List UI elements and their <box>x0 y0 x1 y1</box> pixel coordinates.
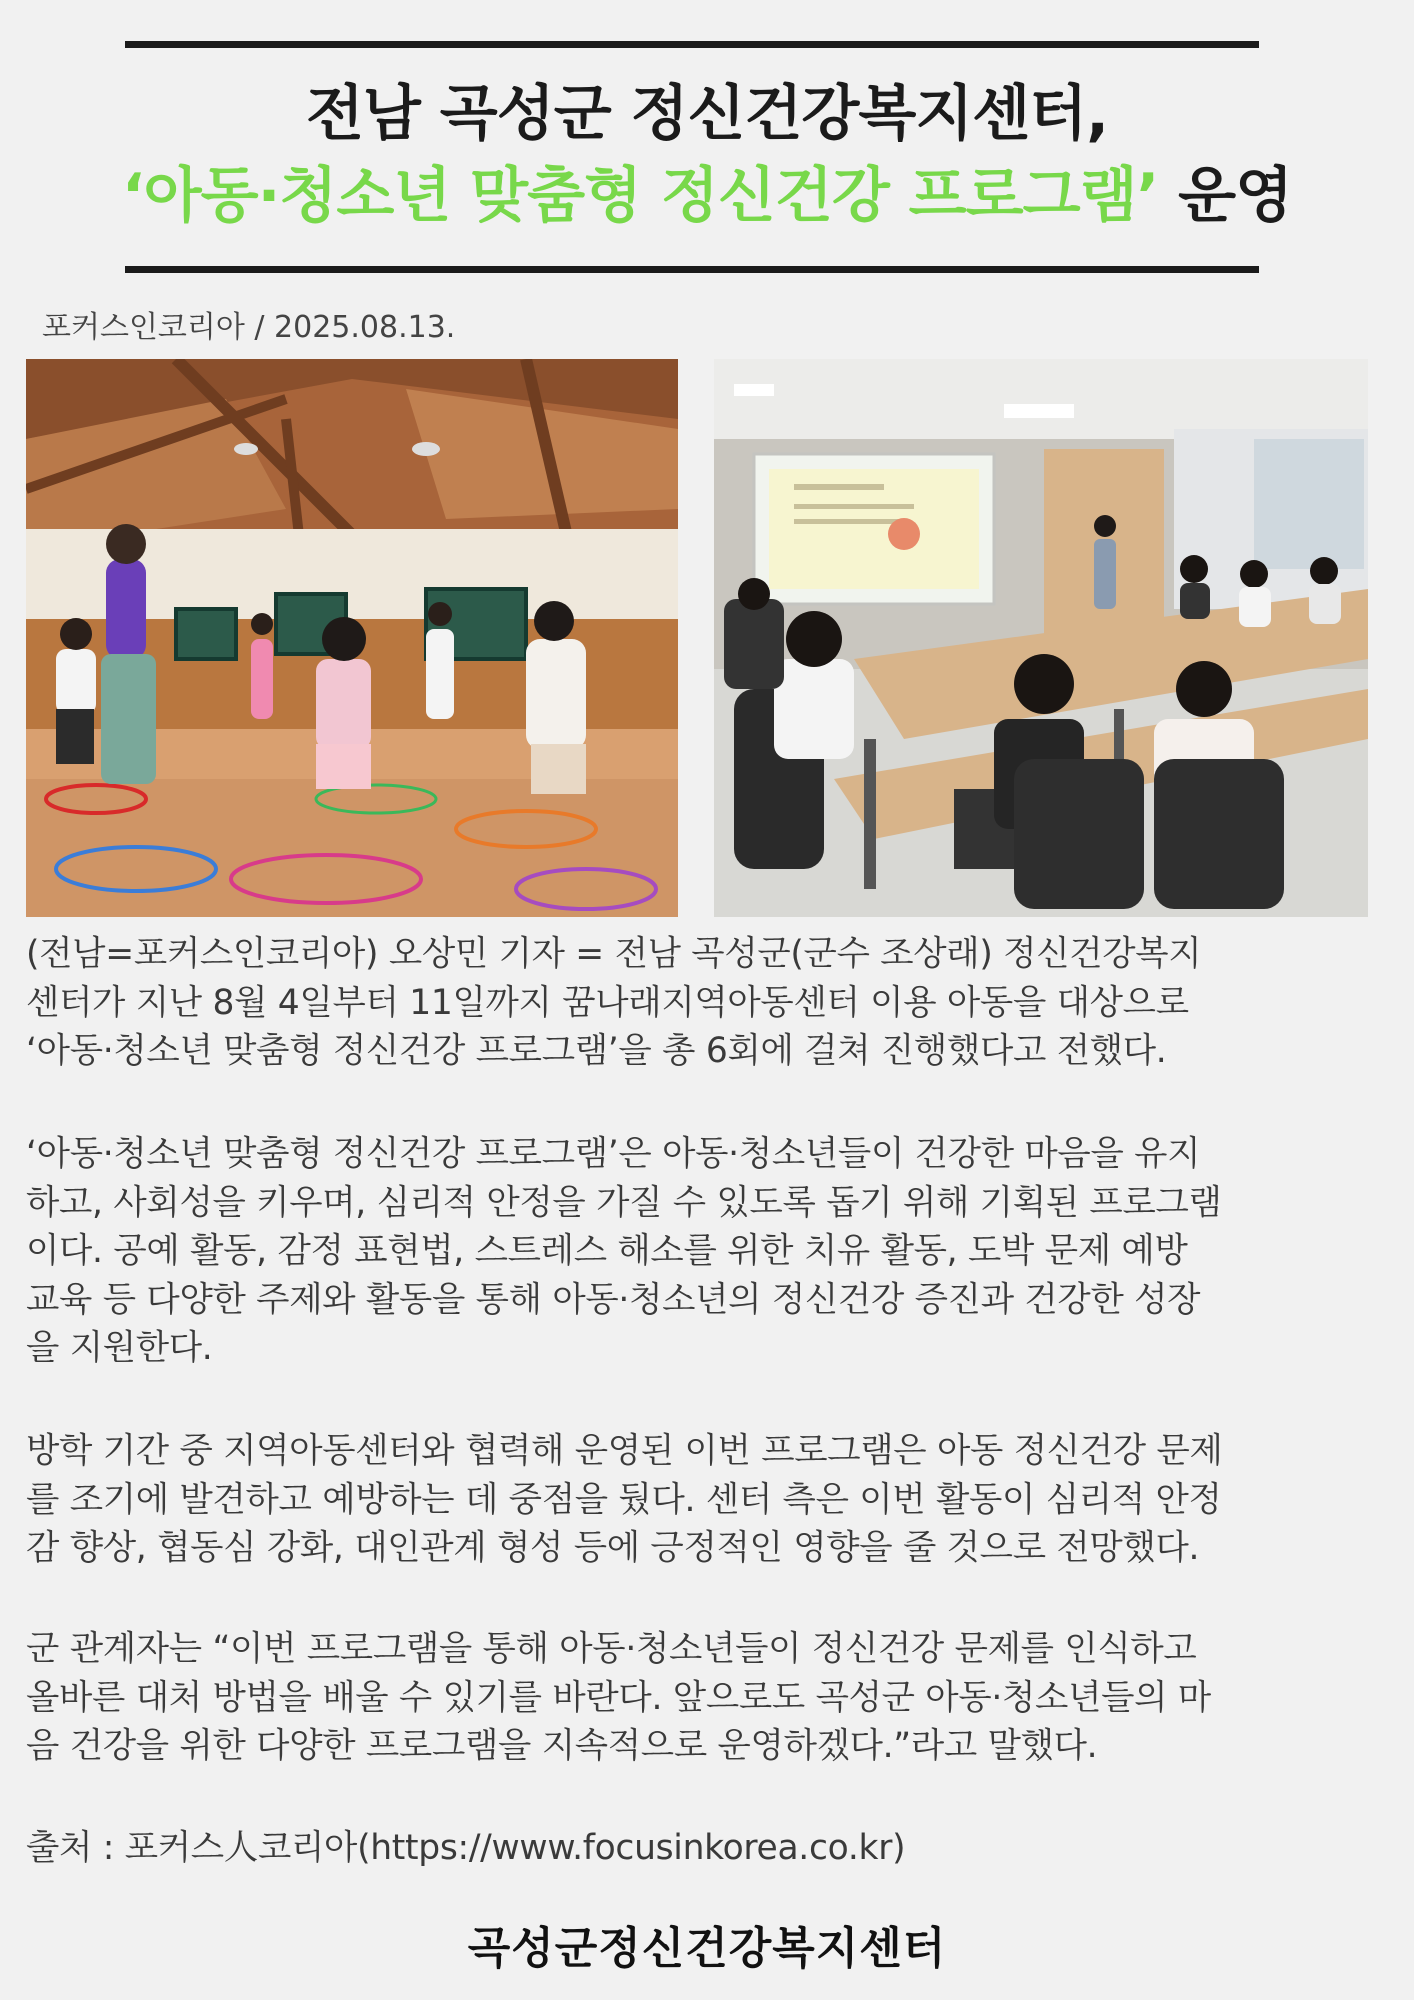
bottom-divider <box>125 266 1259 273</box>
footer-organization: 곡성군정신건강복지센터 <box>467 1923 947 1974</box>
article-line: ‘아동·청소년 맞춤형 정신건강 프로그램’을 총 6회에 걸쳐 진행했다고 전했다. <box>26 1031 1167 1071</box>
article-line: 를 조기에 발견하고 예방하는 데 중점을 뒀다. 센터 측은 이번 활동이 심리적 안정 <box>26 1479 1222 1520</box>
article-paragraph-4 <box>26 1625 1376 1771</box>
article-line: 음 건강을 위한 다양한 프로그램을 지속적으로 운영하겠다.”라고 말했다. <box>26 1726 1098 1766</box>
gym-activity-photo <box>26 359 678 917</box>
article-line: 이다. 공예 활동, 감정 표현법, 스트레스 해소를 위한 치유 활동, 도박 문제 예방 <box>26 1231 1188 1271</box>
article-line: (전남=포커스인코리아) 오상민 기자 = 전남 곡성군(군수 조상래) 정신건강복지 <box>26 934 1202 974</box>
headline-line-1: 전남 곡성군 정신건강복지센터, <box>305 79 1109 149</box>
headline-line-2 <box>0 160 1414 232</box>
article-line: 군 관계자는 “이번 프로그램을 통해 아동·청소년들이 정신건강 문제를 인식하고 <box>26 1629 1197 1669</box>
article-line: 올바른 대처 방법을 배울 수 있기를 바란다. 앞으로도 곡성군 아동·청소년들의 마 <box>26 1677 1211 1718</box>
article-paragraph-2 <box>26 1130 1376 1373</box>
article-line: ‘아동·청소년 맞춤형 정신건강 프로그램’은 아동·청소년들이 건강한 마음을 유지 <box>26 1134 1201 1174</box>
article-paragraph-1 <box>26 930 1376 1076</box>
byline: 포커스인코리아 / 2025.08.13. <box>42 310 456 345</box>
article-line: 교육 등 다양한 주제와 활동을 통해 아동·청소년의 정신건강 증진과 건강한 성장 <box>26 1279 1201 1320</box>
article-line: 을 지원한다. <box>26 1328 213 1368</box>
article-line: 감 향상, 협동심 강화, 대인관계 형성 등에 긍정적인 영향을 줄 것으로 전망했다. <box>26 1528 1200 1568</box>
article-line: 하고, 사회성을 키우며, 심리적 안정을 가질 수 있도록 돕기 위해 기획된 프로그램 <box>26 1182 1222 1223</box>
headline-highlight: ‘아동·청소년 맞춤형 정신건강 프로그램’ <box>121 161 1159 231</box>
headline-tail: 운영 <box>1158 161 1293 231</box>
article-line: 센터가 지난 8월 4일부터 11일까지 꿈나래지역아동센터 이용 아동을 대상으로 <box>26 982 1189 1023</box>
article-line: 방학 기간 중 지역아동센터와 협력해 운영된 이번 프로그램은 아동 정신건강 문제 <box>26 1431 1223 1471</box>
source-credit <box>26 1824 1376 1873</box>
classroom-presentation-photo <box>714 359 1368 917</box>
source-text: 출처 : 포커스人코리아(https://www.focusinkorea.co.kr) <box>26 1828 906 1868</box>
article-paragraph-3 <box>26 1427 1376 1573</box>
top-divider <box>125 41 1259 48</box>
